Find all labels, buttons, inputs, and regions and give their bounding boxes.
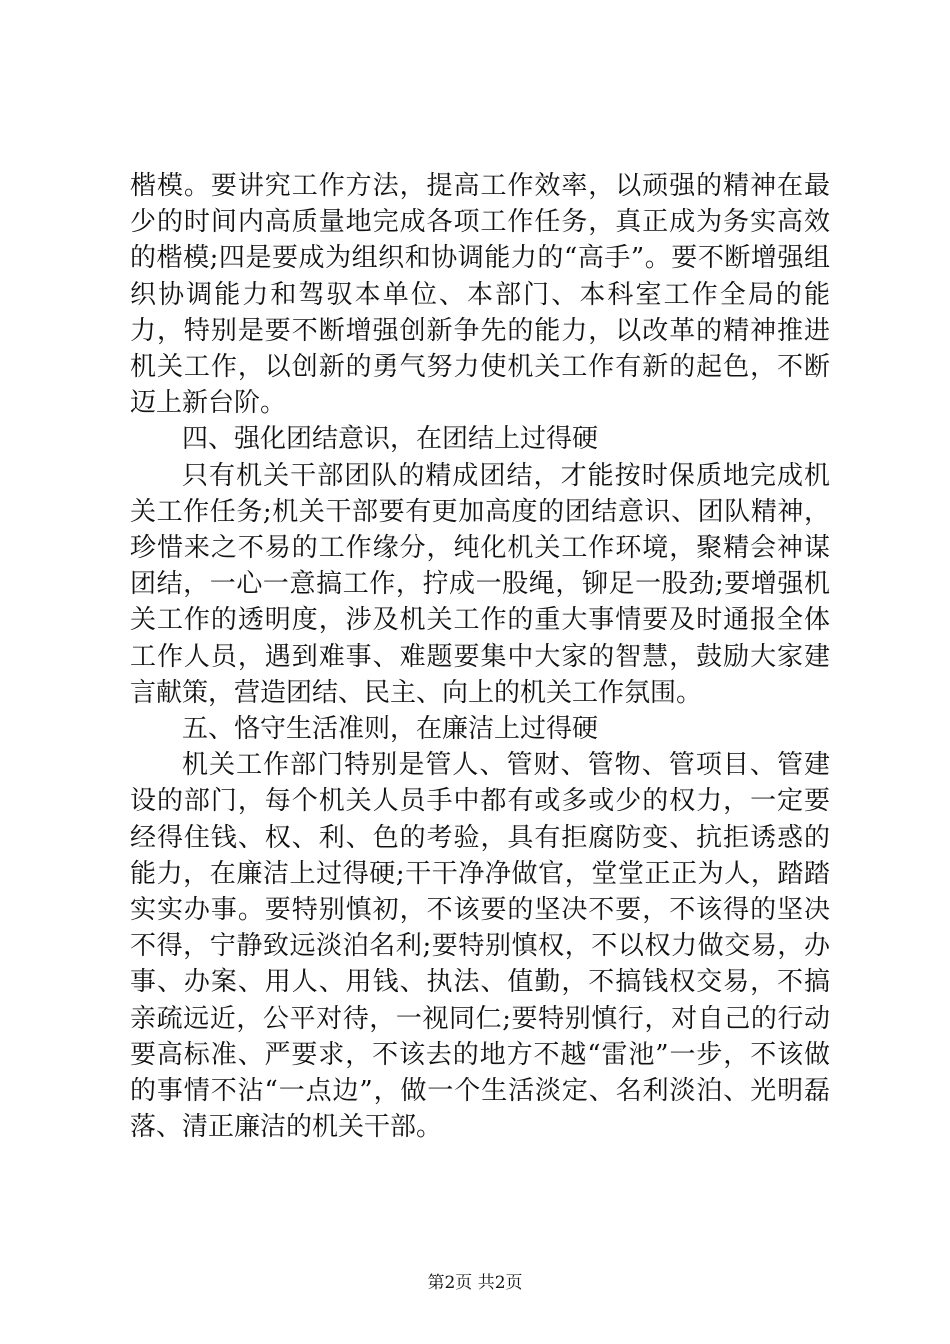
document-body <box>130 168 830 1145</box>
page-number-footer: 第2页 共2页 <box>427 1273 523 1293</box>
paragraph-unity: 只有机关干部团队的精成团结，才能按时保质地完成机关工作任务;机关干部要有更加高度的团结意识、团队精神，珍惜来之不易的工作缘分，纯化机关工作环境，聚精会神谋团结，一心一意搞工作，拧成一股绳，铆足一股劲;要增强机关工作的透明度，涉及机关工作的重大事情要及时通报全体工作人员，遇到难事、难题要集中大家的智慧，鼓励大家建言献策，营造团结、民主、向上的机关工作氛围。 <box>130 460 830 708</box>
paragraph-integrity: 机关工作部门特别是管人、管财、管物、管项目、管建设的部门，每个机关人员手中都有或多或少的权力，一定要经得住钱、权、利、色的考验，具有拒腐防变、抗拒诱惑的能力，在廉洁上过得硬;干干净净做官，堂堂正正为人，踏踏实实办事。要特别慎初，不该要的坚决不要，不该得的坚决不得，宁静致远淡泊名利;要特别慎权，不以权力做交易，办事、办案、用人、用钱、执法、值勤，不搞钱权交易，不搞亲疏远近，公平对待，一视同仁;要特别慎行，对自己的行动要高标准、严要求，不该去的地方不越“雷池”一步，不该做的事情不沾“一点边”，做一个生活淡定、名利淡泊、光明磊落、清正廉洁的机关干部。 <box>130 750 830 1143</box>
section-heading-integrity: 五、恪守生活准则，在廉洁上过得硬 <box>182 714 599 745</box>
section-heading-unity: 四、强化团结意识，在团结上过得硬 <box>182 424 599 455</box>
paragraph-continuation: 楷模。要讲究工作方法，提高工作效率，以顽强的精神在最少的时间内高质量地完成各项工作任务，真正成为务实高效的楷模;四是要成为组织和协调能力的“高手”。要不断增强组织协调能力和驾驭本单位、本部门、本科室工作全局的能力，特别是要不断增强创新争先的能力，以改革的精神推进机关工作，以创新的勇气努力使机关工作有新的起色，不断迈上新台阶。 <box>130 171 830 419</box>
